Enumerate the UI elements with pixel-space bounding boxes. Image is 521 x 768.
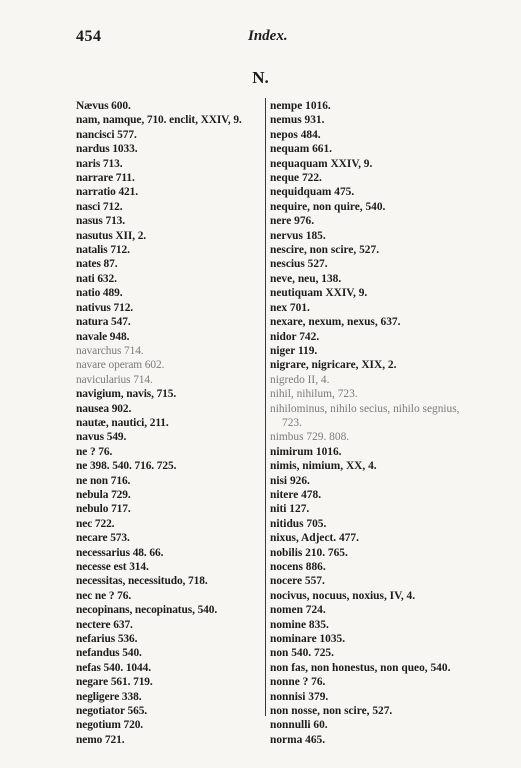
index-entry: narrare 711.	[76, 172, 135, 185]
index-entry: nequaquam XXIV, 9.	[270, 157, 373, 170]
index-entry: nasus 713.	[76, 215, 126, 228]
index-entry: naris 713.	[76, 157, 123, 170]
index-entry: nemus 931.	[270, 114, 325, 127]
index-entry: niti 127.	[270, 503, 310, 516]
index-entry: nocere 557.	[270, 575, 325, 588]
index-entry: nex 701.	[270, 301, 310, 314]
index-entry: ne 398. 540. 716. 725.	[76, 460, 177, 473]
index-entry: navigium, navis, 715.	[76, 388, 177, 401]
index-entry: negotiator 565.	[76, 705, 148, 718]
index-entry: neque 722.	[270, 172, 322, 185]
index-entry: nec 722.	[76, 517, 115, 530]
index-entry: nihil, nihilum, 723.	[270, 388, 358, 401]
index-entry: negare 561. 719.	[76, 676, 153, 689]
index-entry: norma 465.	[270, 733, 326, 746]
index-entry: negotium 720.	[76, 719, 144, 732]
index-entry: non fas, non honestus, non queo, 540.	[270, 661, 451, 674]
index-entry: nomine 835.	[270, 618, 329, 631]
index-entry: narratio 421.	[76, 186, 138, 199]
index-entry: nere 976.	[270, 215, 315, 228]
index-entry: nempe 1016.	[270, 100, 331, 112]
index-column-right	[270, 99, 470, 747]
index-entry: necessarius 48. 66.	[76, 546, 164, 559]
index-entry: nobilis 210. 765.	[270, 546, 348, 559]
index-entry: navarchus 714.	[76, 344, 144, 357]
index-entry: nomen 724.	[270, 604, 326, 617]
page-header	[76, 28, 464, 48]
index-entry: nates 87.	[76, 258, 118, 271]
index-entry: nexare, nexum, nexus, 637.	[270, 316, 401, 329]
index-entry: ne ? 76.	[76, 445, 113, 458]
index-entry: nequidquam 475.	[270, 186, 355, 199]
index-entry: navus 549.	[76, 431, 127, 444]
index-entry: nardus 1033.	[76, 143, 138, 156]
index-entry: nixus, Adject. 477.	[270, 532, 359, 545]
index-entry: nimirum 1016.	[270, 445, 342, 458]
index-entry: navale 948.	[76, 330, 130, 343]
index-entry: nequam 661.	[270, 143, 333, 156]
index-entry: nitere 478.	[270, 488, 322, 501]
index-entry: nisi 926.	[270, 474, 310, 487]
index-entry: niger 119.	[270, 344, 318, 357]
index-entry: nonne ? 76.	[270, 676, 326, 689]
index-entry: nebula 729.	[76, 488, 131, 501]
index-entry: nectere 637.	[76, 618, 133, 631]
index-entry: nescius 527.	[270, 258, 328, 271]
index-entry: navicularius 714.	[76, 373, 153, 386]
index-entry: necopinans, necopinatus, 540.	[76, 604, 218, 617]
index-entry: nativus 712.	[76, 301, 134, 314]
index-entry: nasci 712.	[76, 200, 123, 213]
index-entry: nepos 484.	[270, 128, 321, 141]
index-entry: navare operam 602.	[76, 359, 165, 372]
index-entry: nausea 902.	[76, 402, 132, 415]
index-entry: non nosse, non scire, 527.	[270, 705, 393, 718]
index-entry: nefandus 540.	[76, 647, 142, 660]
index-entry: nequire, non quire, 540.	[270, 200, 386, 213]
index-entry: nocivus, nocuus, noxius, IV, 4.	[270, 589, 416, 602]
index-entry: nigredo II, 4.	[270, 373, 330, 386]
index-entry: neve, neu, 138.	[270, 272, 342, 285]
index-entry: nocens 886.	[270, 561, 326, 573]
index-entry: nefarius 536.	[76, 633, 138, 646]
index-entry: Nævus 600.	[76, 100, 131, 112]
index-column-left	[76, 99, 264, 747]
index-entry: natura 547.	[76, 316, 131, 329]
running-head: Index.	[248, 28, 288, 44]
index-entry: nigrare, nigricare, XIX, 2.	[270, 359, 397, 372]
index-entry: natalis 712.	[76, 244, 130, 257]
index-entry: negligere 338.	[76, 690, 142, 703]
index-entry: nominare 1035.	[270, 633, 346, 646]
index-entry: nitidus 705.	[270, 517, 327, 530]
index-entry: nonnulli 60.	[270, 719, 328, 732]
index-entry: necare 573.	[76, 532, 130, 545]
index-entry: nefas 540. 1044.	[76, 661, 151, 674]
index-entry: nescire, non scire, 527.	[270, 244, 380, 257]
index-entry: nec ne ? 76.	[76, 589, 132, 602]
index-entry: nimbus 729. 808.	[270, 431, 350, 444]
index-entry: nasutus XII, 2.	[76, 229, 147, 242]
index-entry: nimis, nimium, XX, 4.	[270, 460, 377, 473]
index-entry: nam, namque, 710. enclit, XXIV, 9.	[76, 114, 242, 127]
index-entry: necessitas, necessitudo, 718.	[76, 575, 208, 588]
index-entry: natio 489.	[76, 287, 123, 300]
index-entry: non 540. 725.	[270, 647, 334, 660]
index-entry: nancisci 577.	[76, 128, 137, 141]
index-entry: nidor 742.	[270, 330, 320, 343]
index-entry: ne non 716.	[76, 474, 131, 487]
column-divider	[265, 98, 266, 716]
index-entry: nebulo 717.	[76, 503, 131, 516]
index-entry: nihilominus, nihilo secius, nihilo segnius, 723.	[270, 402, 460, 429]
index-entry: nautæ, nautici, 211.	[76, 416, 169, 429]
page-number: 454	[76, 28, 102, 45]
index-entry: nemo 721.	[76, 733, 125, 746]
index-entry: neutiquam XXIV, 9.	[270, 287, 368, 300]
section-letter: N.	[252, 68, 269, 87]
index-entry: nervus 185.	[270, 229, 326, 242]
index-entry: nonnisi 379.	[270, 690, 329, 703]
index-entry: nati 632.	[76, 272, 117, 285]
index-entry: necesse est 314.	[76, 561, 149, 573]
